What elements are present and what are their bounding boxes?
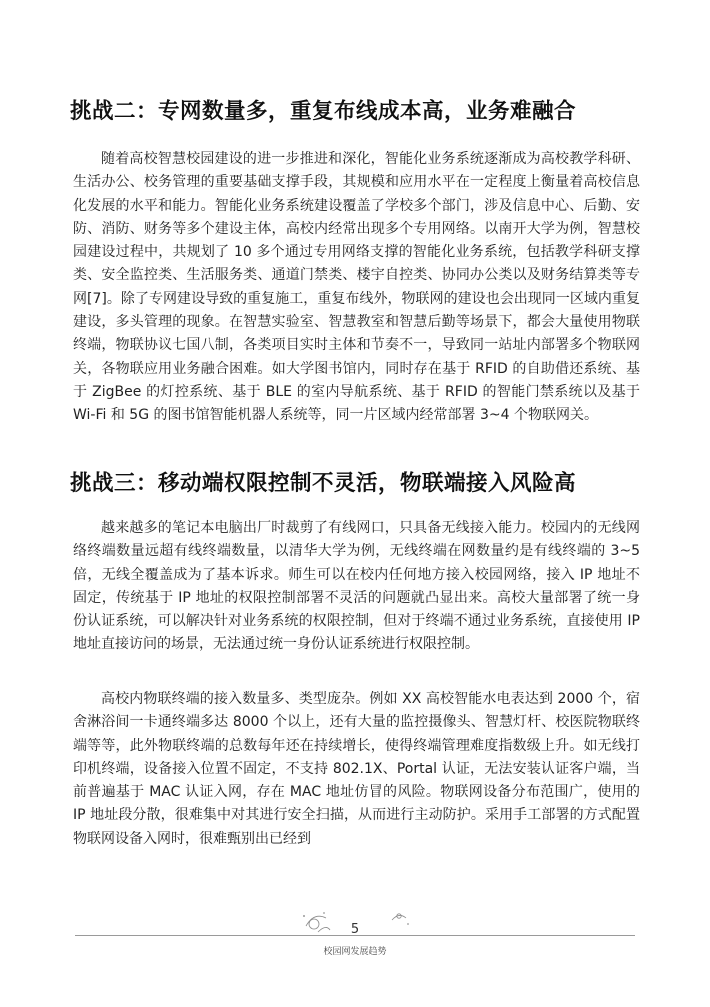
- section-3-body-1: [73, 517, 640, 657]
- paragraph: 越来越多的笔记本电脑出厂时裁剪了有线网口，只具备无线接入能力。校园内的无线网络终端数量远超有线终端数量，以清华大学为例，无线终端在网数量约是有线终端的 3~5 倍，无线全覆盖成为了基本诉求。师生可以在校内任何地方接入校园网络，接入 IP 地址不固定，传统基于 IP 地址的权限控制部署不灵活的问题就凸显出来。高校大量部署了统一身份认证系统，可以解决针对业务系统的权限控制，但对于终端不通过业务系统，直接使用 IP 地址直接访问的场景，无法通过统一身份认证系统进行权限控制。: [73, 520, 640, 653]
- section-heading-challenge-3: 挑战三：移动端权限控制不灵活，物联端接入风险高: [70, 471, 577, 496]
- paragraph: 随着高校智慧校园建设的进一步推进和深化，智能化业务系统逐渐成为高校教学科研、生活办公、校务管理的重要基础支撑手段，其规模和应用水平在一定程度上衡量着高校信息化发展的水平和能力。智能化业务系统建设覆盖了学校多个部门，涉及信息中心、后勤、安防、消防、财务等多个建设主体，高校内经常出现多个专用网络。以南开大学为例，智慧校园建设过程中，共规划了 10 多个通过专用网络支撑的智能化业务系统，包括教学科研支撑类、安全监控类、生活服务类、通道门禁类、楼宇自控类、协同办公类以及财务结算类等专网[7]。除了专网建设导致的重复施工，重复布线外，物联网的建设也会出现同一区域内重复建设，多头管理的现象。在智慧实验室、智慧教室和智慧后勤等场景下，都会大量使用物联终端，物联协议七国八制，各类项目实时主体和节奏不一，导致同一站址内部署多个物联网关，各物联应用业务融合困难。如大学图书馆内，同时存在基于 RFID 的自助借还系统、基于 ZigBee 的灯控系统、基于 BLE 的室内导航系统、基于 RFID 的智能门禁系统以及基于 Wi-Fi 和 5G 的图书馆智能机器人系统等，同一片区域内经常部署 3~4 个物联网关。: [73, 151, 640, 424]
- footer-title: 校园网发展趋势: [323, 947, 387, 957]
- paragraph: 高校内物联终端的接入数量多、类型庞杂。例如 XX 高校智能水电表达到 2000 个，宿舍淋浴间一卡通终端多达 8000 个以上，还有大量的监控摄像头、智慧灯杆、校医院物联终端等等，此外物联终端的总数每年还在持续增长，使得终端管理难度指数级上升。如无线打印机终端，设备接入位置不固定，不支持 802.1X、Portal 认证，无法安装认证客户端，当前普遍基于 MAC 认证入网，存在 MAC 地址仿冒的风险。物联网设备分布范围广，使用的 IP 地址段分散，很难集中对其进行安全扫描，从而进行主动防护。采用手工部署的方式配置物联网设备入网时，很难甄别出已经到: [73, 691, 640, 847]
- section-heading-challenge-2: 挑战二：专网数量多，重复布线成本高，业务难融合: [70, 99, 577, 124]
- section-2-body: [73, 148, 640, 428]
- section-3-body-2: [73, 688, 640, 851]
- page-number: 5: [350, 922, 360, 937]
